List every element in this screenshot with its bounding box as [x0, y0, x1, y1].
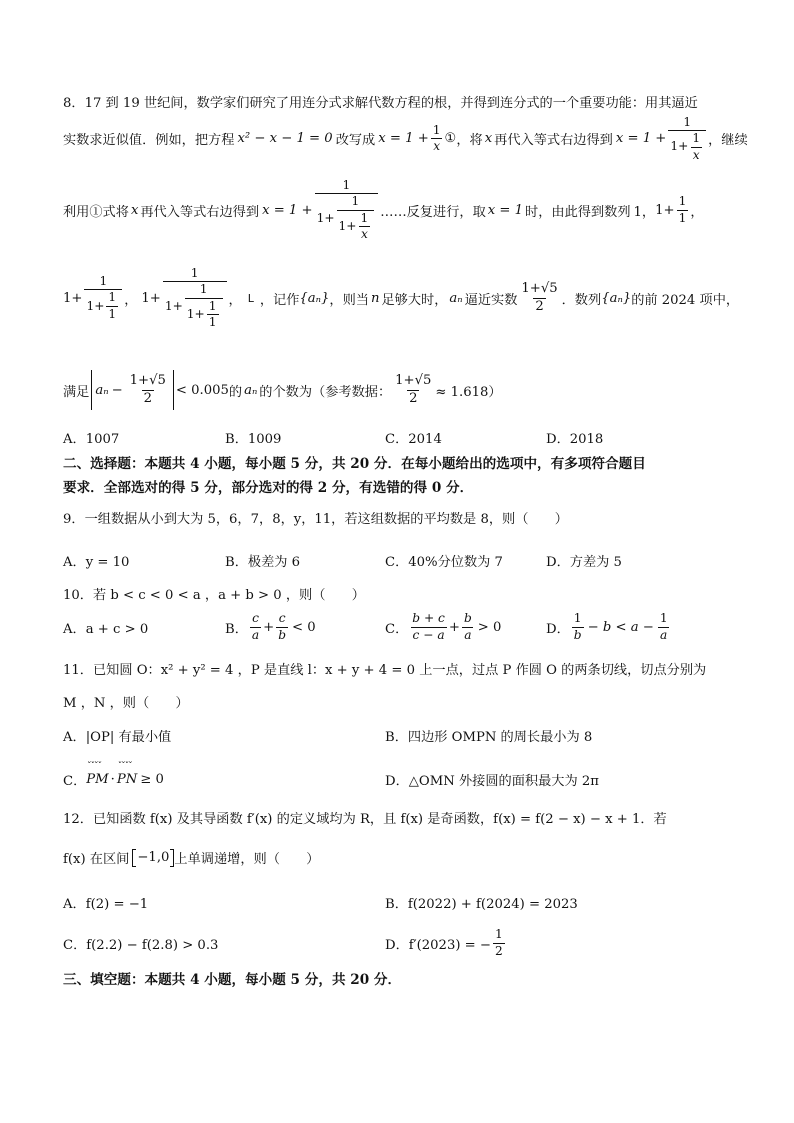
q11-option-d[interactable]: D．△OMN 外接圆的面积最大为 2π: [385, 773, 599, 789]
sequence-term-3: 1 1+ $\frac{1}{1}$: [84, 274, 122, 322]
q11-option-a[interactable]: A．|OP| 有最小值: [63, 729, 172, 745]
section-2-heading: 二、选择题：本题共 4 小题，每小题 5 分，共 20 分．在每小题给出的选项中，有多项符合题目: [63, 456, 646, 472]
q11-line-2: M ，N ，则（ ）: [63, 696, 189, 711]
continued-fraction-3: 1 1+ 1 1+ $\frac{1}{x}$: [315, 178, 379, 242]
q12-option-c[interactable]: C．f(2.2) − f(2.8) > 0.3: [63, 937, 219, 953]
q8-line-5: 满足 aₙ − $\frac{1+√5}{2}$ < 0.005 的 aₙ 的个数为（参考数据： $\frac{1+√5}{2}$ ≈ 1.618）: [63, 370, 502, 410]
absolute-value: aₙ − $\frac{1+√5}{2}$: [91, 370, 174, 410]
fraction-1-over-x: $\frac{1}{x}$: [432, 123, 441, 154]
interval-bracket-left: [132, 849, 136, 867]
q12-options-row-2: [63, 927, 743, 958]
q8-option-a[interactable]: A．1007: [63, 431, 120, 447]
q8-options: [63, 426, 743, 448]
q10-options: [63, 611, 743, 642]
q8-text: 8．17 到 19 世纪间，数学家们研究了用连分式求解代数方程的根，并得到连分式的一个重要功能：用其逼近: [63, 96, 698, 111]
q8-text: 实数求近似值．例如，把方程: [63, 133, 235, 149]
q12-option-a[interactable]: A．f(2) = −1: [63, 896, 149, 912]
circled-one: ①: [444, 131, 457, 147]
q10-option-d[interactable]: D． $\frac{1}{b}$ − b < a − $\frac{1}{a}$: [546, 611, 668, 642]
q12-option-d[interactable]: D．f′(2023) = − $\frac{1}{2}$: [385, 927, 503, 958]
q8-line-2: 实数求近似值．例如，把方程 x² − x − 1 = 0 改写成 x = 1 + $\frac{1}{x}$ ① ，将 x 再代入等式右边得到 x = 1 + 1 1+ $\frac{1}{x}$ ，继续: [63, 115, 748, 162]
q11-option-b[interactable]: B．四边形 OMPN 的周长最小为 8: [385, 729, 593, 745]
q11-options-row-2: [63, 768, 743, 790]
q8-line-4: 1+ 1 1+ $\frac{1}{1}$ ， 1+ 1 1+ 1 1+ $\frac{1}{1}$ ， L ，记作 {aₙ} ，则当 n 足够大时， aₙ 逼近实数 $\frac{1+√5}{2}$ ．数列 {aₙ} 的前 2024 项中，: [63, 266, 740, 329]
q8-option-c[interactable]: C．2014: [385, 431, 442, 447]
q8-equation: x² − x − 1 = 0: [237, 131, 333, 147]
q12-option-b[interactable]: B．f(2022) + f(2024) = 2023: [385, 896, 578, 912]
q8-line-3: 利用①式将 x 再代入等式右边得到 x = 1 + 1 1+ 1 1+ $\frac{1}{x}$ ……反复进行，取 x = 1 时，由此得到数列 1， 1+ $\frac{1}{1}$ ，: [63, 178, 704, 241]
q12-line-1: 12．已知函数 f(x) 及其导函数 f′(x) 的定义域均为 R，且 f(x) 是奇函数，f(x) = f(2 − x) − x + 1．若: [63, 812, 667, 827]
q8-line-1: [63, 92, 698, 111]
q11-options-row-1: [63, 724, 743, 746]
q8-text: 改写成: [335, 133, 376, 149]
q9-options: [63, 549, 743, 571]
q10-option-b[interactable]: B． $\frac{c}{a}$ + $\frac{c}{b}$ < 0: [225, 611, 316, 642]
q9-option-b[interactable]: B．极差为 6: [225, 554, 301, 570]
sequence-term-4: 1 1+ 1 1+ $\frac{1}{1}$: [163, 266, 227, 330]
vector-pm: ˇˇˇˇ PM: [86, 772, 108, 787]
section-3-heading: 三、填空题：本题共 4 小题，每小题 5 分，共 20 分．: [63, 972, 402, 988]
q10-option-c[interactable]: C． $\frac{b + c}{c - a}$ + $\frac{b}{a}$ > 0: [385, 611, 502, 642]
continued-fraction-2: 1 1+ $\frac{1}{x}$: [668, 115, 706, 163]
q12-line-2: f(x) 在区间 −1,0 上单调递增，则（ ）: [63, 850, 320, 867]
q9-option-c[interactable]: C．40%分位数为 7: [385, 554, 503, 570]
q9-stem: 9．一组数据从小到大为 5，6，7，8，y，11，若这组数据的平均数是 8，则（ ）: [63, 512, 568, 527]
q11-option-c[interactable]: C． ˇˇˇˇ PM · ˇˇˇˇ PN ≥ 0: [63, 768, 164, 790]
golden-ratio-fraction: $\frac{1+√5}{2}$: [521, 281, 558, 314]
q12-options-row-1: [63, 891, 743, 913]
q9-option-a[interactable]: A．y = 10: [63, 554, 130, 570]
q10-stem: 10．若 b < c < 0 < a ，a + b > 0 ，则（ ）: [63, 588, 365, 603]
q8-option-b[interactable]: B．1009: [225, 431, 282, 447]
vector-pn: ˇˇˇˇ PN: [117, 772, 137, 787]
q11-line-1: 11．已知圆 O：x² + y² = 4 ，P 是直线 l：x + y + 4 = 0 上一点，过点 P 作圆 O 的两条切线，切点分别为: [63, 663, 707, 678]
q8-formula: x = 1 +: [378, 131, 429, 147]
q8-option-d[interactable]: D．2018: [546, 431, 604, 447]
q9-option-d[interactable]: D．方差为 5: [546, 554, 622, 570]
section-2-heading-cont: 要求．全部选对的得 5 分，部分选对的得 2 分，有选错的得 0 分．: [63, 480, 474, 496]
q10-option-a[interactable]: A．a + c > 0: [63, 621, 149, 637]
